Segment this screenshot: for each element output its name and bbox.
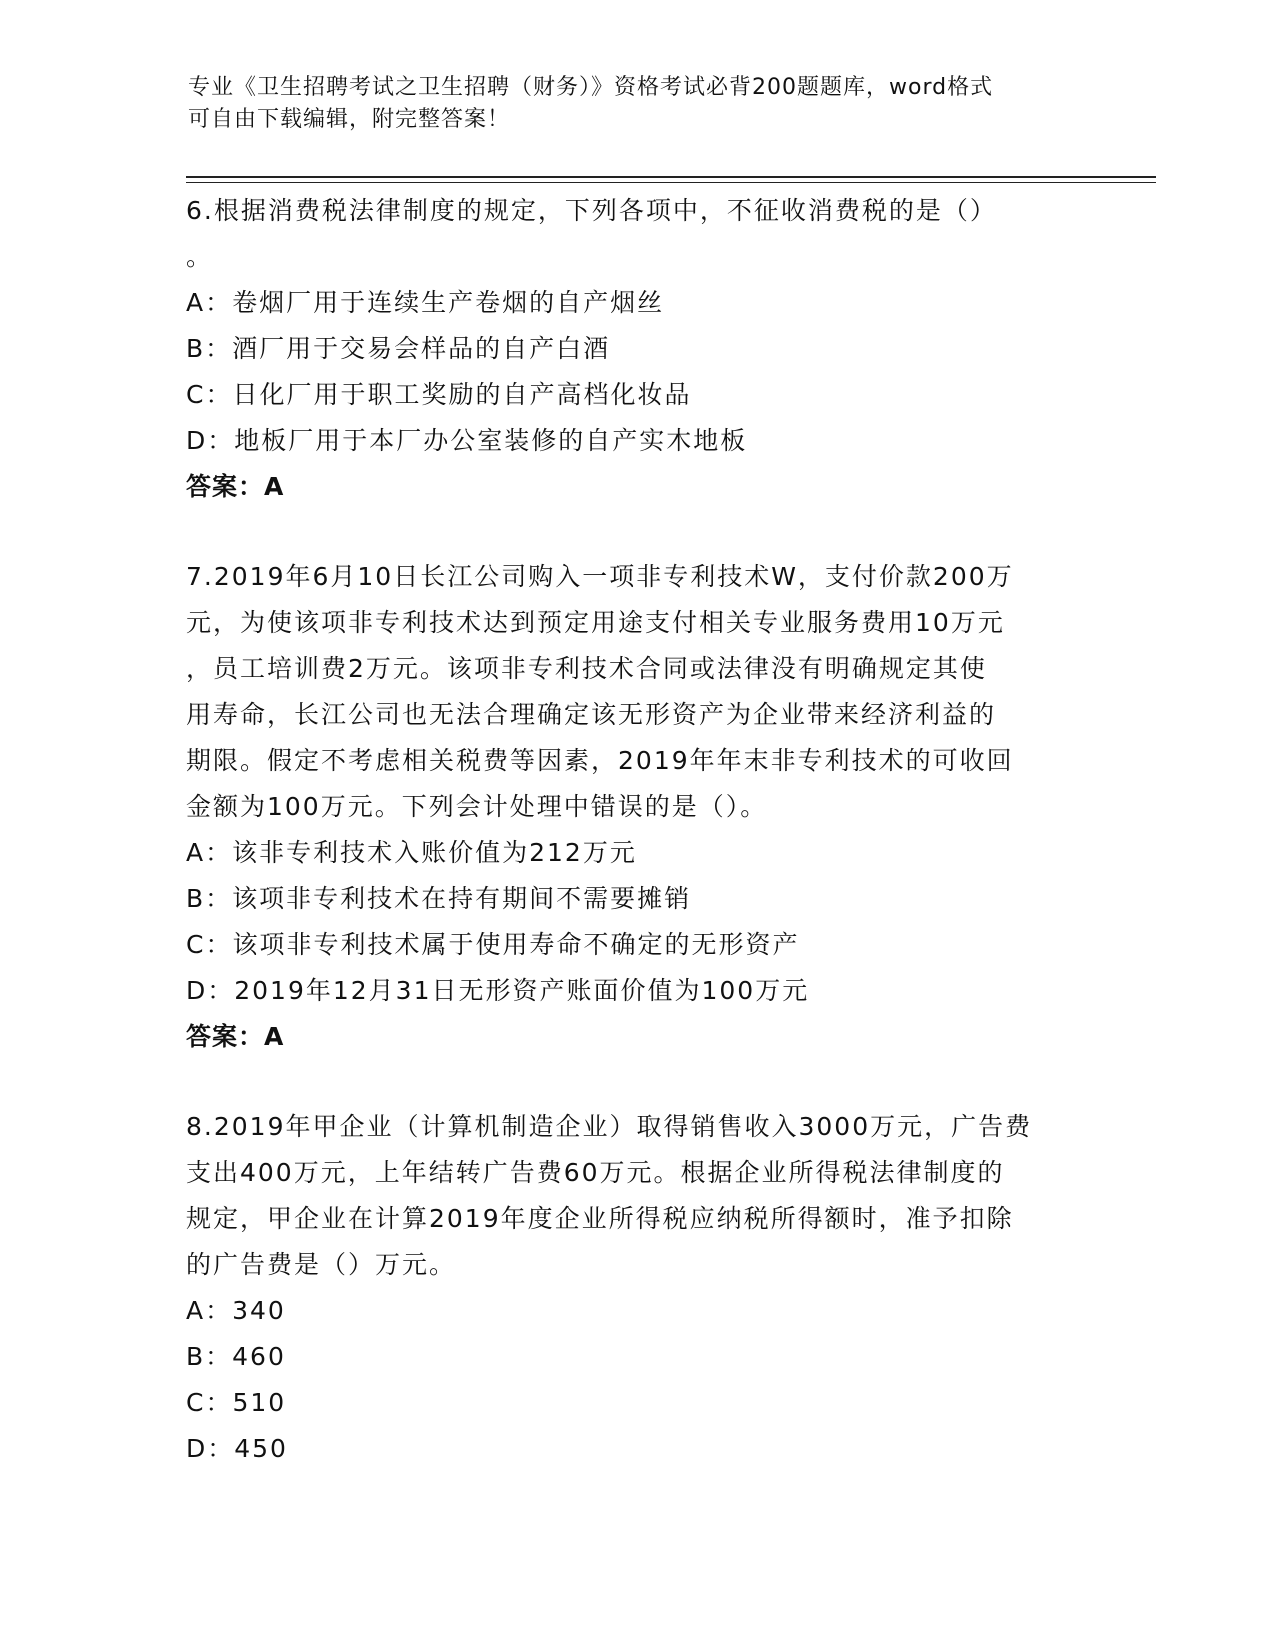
option-a: A：340 — [186, 1296, 286, 1325]
option-a: A：该非专利技术入账价值为212万元 — [186, 838, 637, 867]
option-c: C：510 — [186, 1388, 287, 1417]
question-list — [186, 188, 1086, 1516]
header-line-1: 专业《卫生招聘考试之卫生招聘（财务）》资格考试必背200题题库，word格式 — [188, 75, 994, 100]
option-d: D：450 — [186, 1434, 288, 1463]
question-8 — [186, 1104, 1086, 1472]
option-c: C：日化厂用于职工奖励的自产高档化妆品 — [186, 380, 692, 409]
answer-label: 答案：A — [186, 472, 285, 501]
header-line-2: 可自由下载编辑，附完整答案！ — [188, 107, 511, 132]
option-c: C：该项非专利技术属于使用寿命不确定的无形资产 — [186, 930, 800, 959]
option-d: D：2019年12月31日无形资产账面价值为100万元 — [186, 976, 810, 1005]
answer-label: 答案：A — [186, 1022, 285, 1051]
document-header — [188, 72, 1068, 136]
question-6 — [186, 188, 1086, 510]
question-7 — [186, 554, 1086, 1060]
option-d: D：地板厂用于本厂办公室装修的自产实木地板 — [186, 426, 748, 455]
question-stem: 6.根据消费税法律制度的规定，下列各项中，不征收消费税的是（） 。 — [186, 196, 997, 271]
option-b: B：酒厂用于交易会样品的自产白酒 — [186, 334, 611, 363]
header-divider-thick — [186, 176, 1156, 178]
question-stem: 7.2019年6月10日长江公司购入一项非专利技术W，支付价款200万 元，为使该项非专利技术达到预定用途支付相关专业服务费用10万元 ，员工培训费2万元。该项非专利技术合同或法律没有明确规定其使 用寿命，长江公司也无法合理确定该无形资产为企业带来经济利益的 期限。假定不考虑相关税费等因素，2019年年末非专利技术的可收回 金额为100万元。下列会计处理中错误的是（）。 — [186, 562, 1014, 821]
option-b: B：该项非专利技术在持有期间不需要摊销 — [186, 884, 692, 913]
option-a: A：卷烟厂用于连续生产卷烟的自产烟丝 — [186, 288, 665, 317]
question-stem: 8.2019年甲企业（计算机制造企业）取得销售收入3000万元，广告费 支出400万元，上年结转广告费60万元。根据企业所得税法律制度的 规定，甲企业在计算2019年度企业所得税应纳税所得额时，准予扣除 的广告费是（）万元。 — [186, 1112, 1033, 1279]
header-divider-thin — [186, 182, 1156, 183]
option-b: B：460 — [186, 1342, 286, 1371]
